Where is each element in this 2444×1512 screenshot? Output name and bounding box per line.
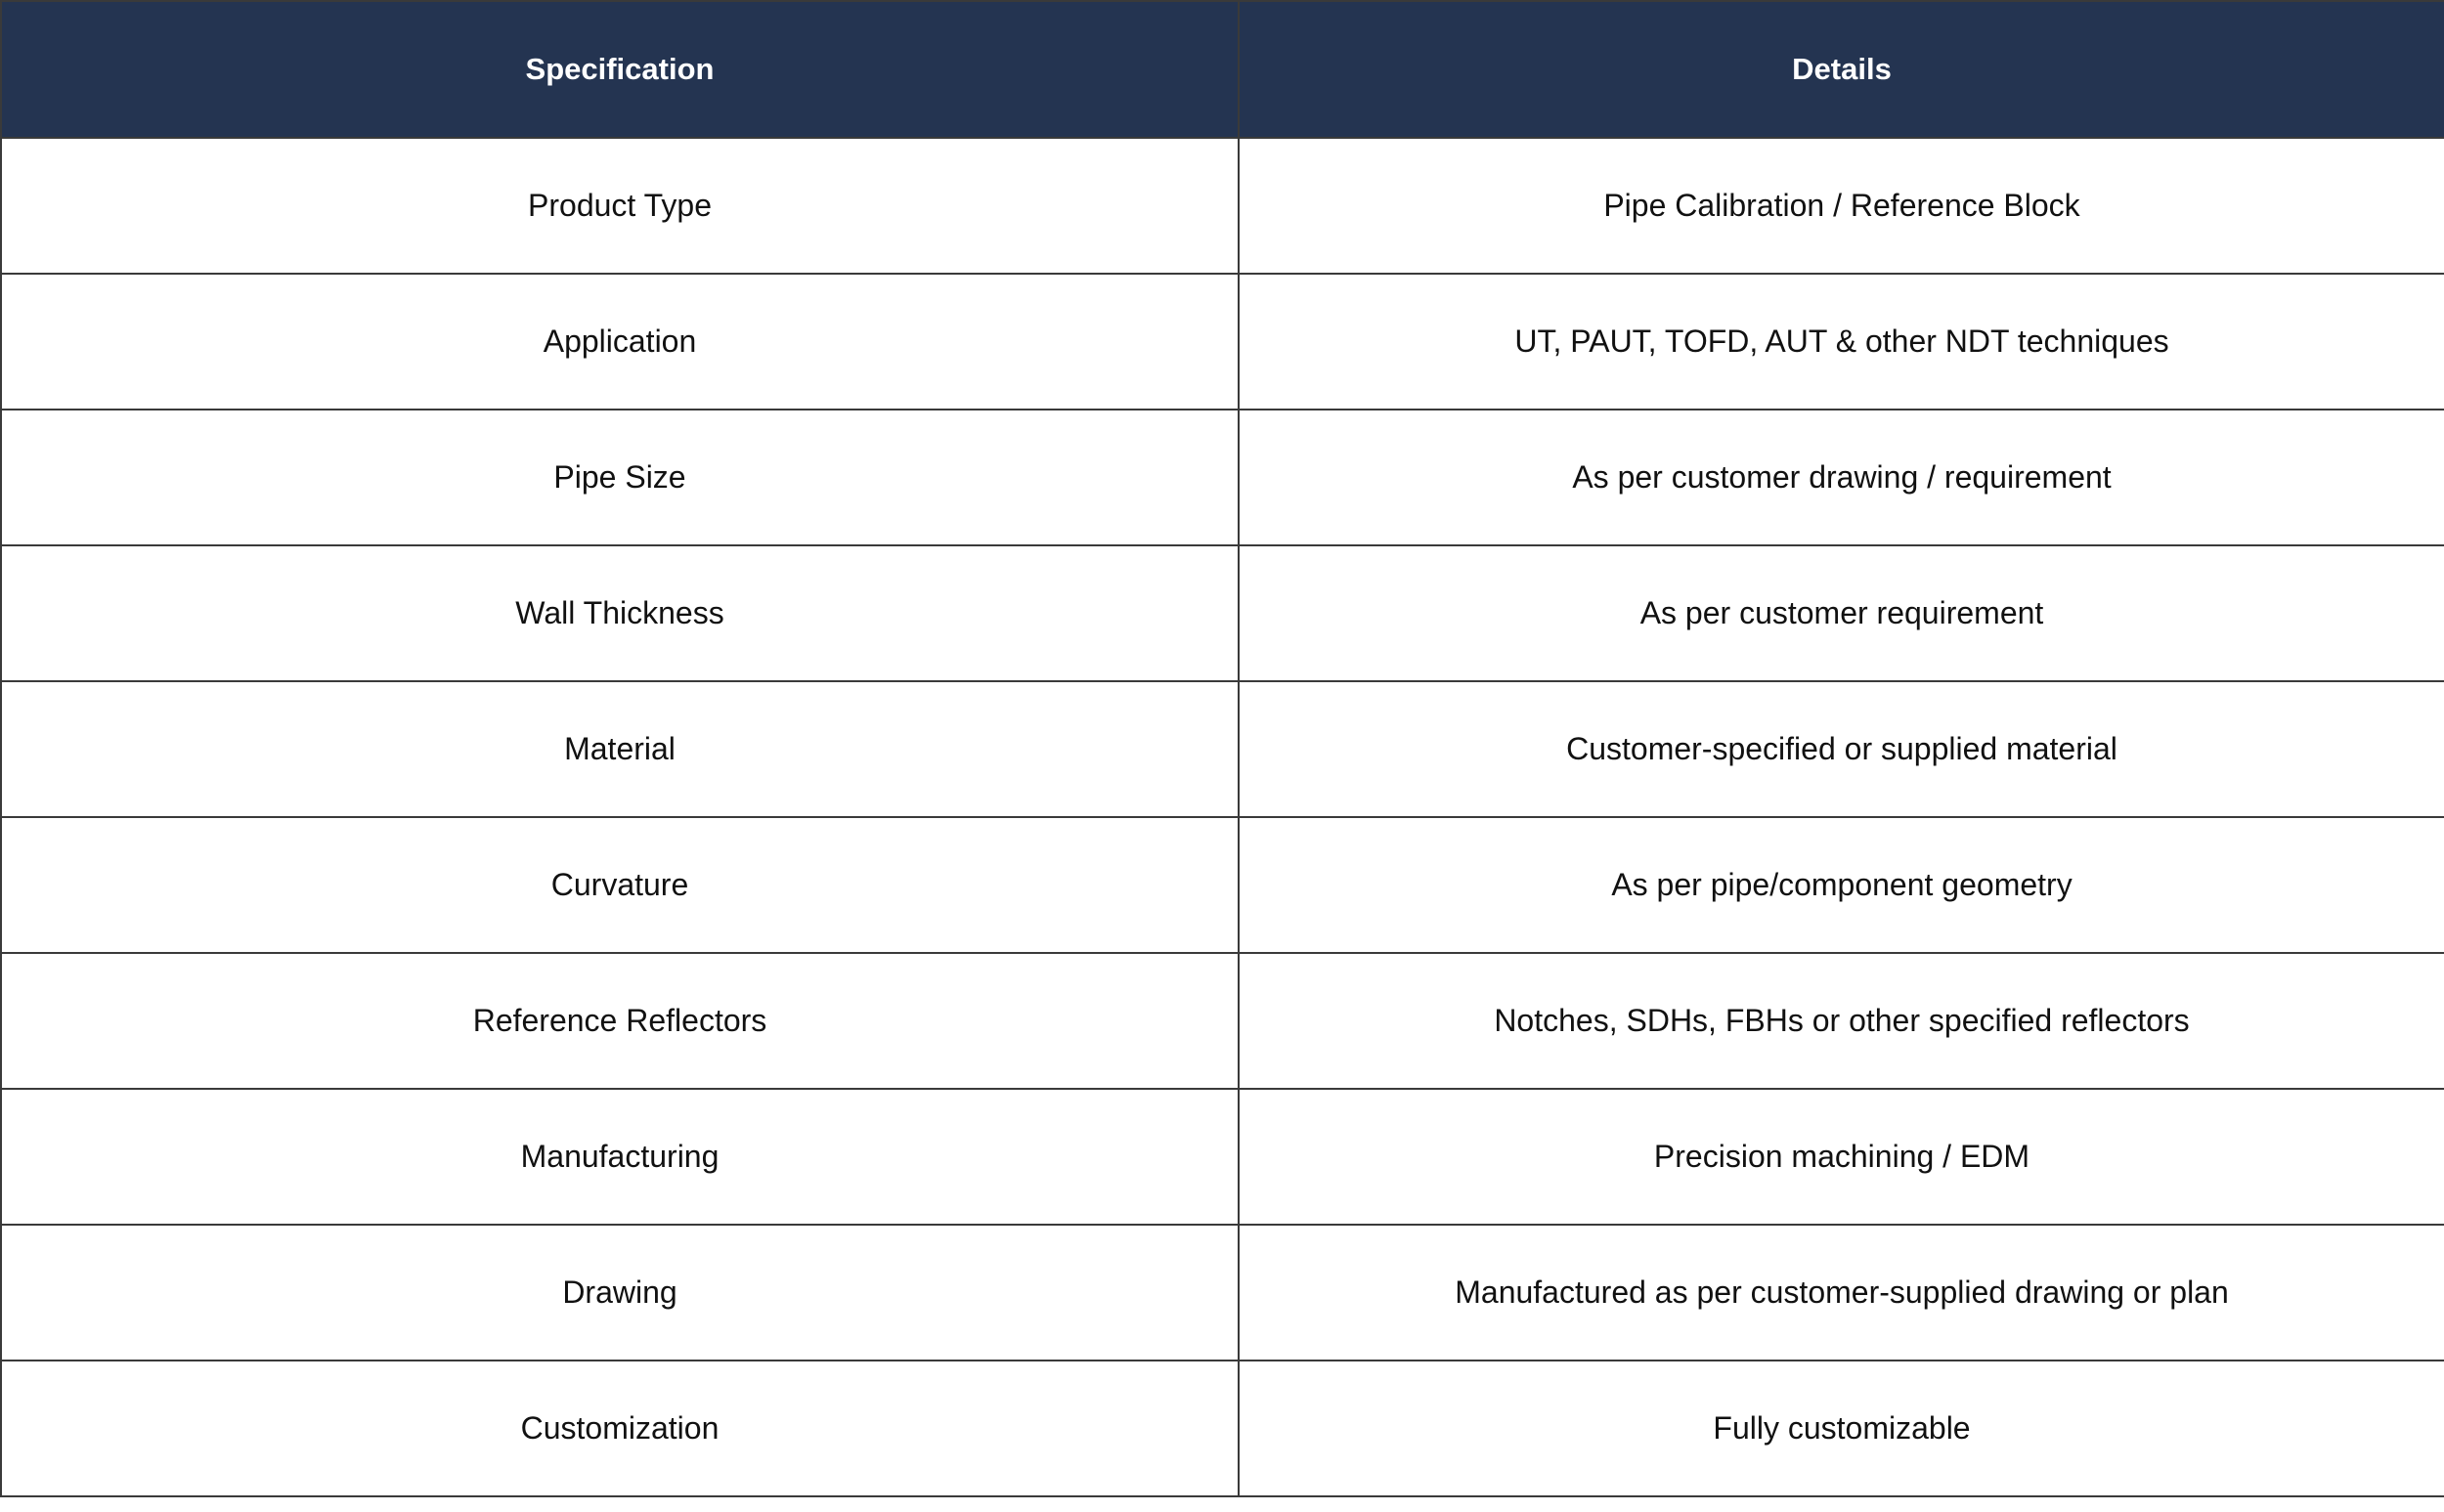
table-header xyxy=(1,1,2444,138)
header-row xyxy=(1,1,2444,138)
table-row xyxy=(1,545,2444,681)
spec-cell: Product Type xyxy=(1,138,1239,274)
table-row xyxy=(1,681,2444,817)
details-cell: As per pipe/component geometry xyxy=(1239,817,2444,953)
table-row xyxy=(1,1361,2444,1496)
spec-cell: Pipe Size xyxy=(1,410,1239,545)
spec-cell: Customization xyxy=(1,1361,1239,1496)
details-cell: Customer-specified or supplied material xyxy=(1239,681,2444,817)
details-cell: Notches, SDHs, FBHs or other specified reflectors xyxy=(1239,953,2444,1089)
details-cell: Fully customizable xyxy=(1239,1361,2444,1496)
details-cell: Pipe Calibration / Reference Block xyxy=(1239,138,2444,274)
spec-cell: Drawing xyxy=(1,1225,1239,1361)
table-row xyxy=(1,1225,2444,1361)
table-body xyxy=(1,138,2444,1496)
details-cell: Precision machining / EDM xyxy=(1239,1089,2444,1225)
details-cell: UT, PAUT, TOFD, AUT & other NDT techniques xyxy=(1239,274,2444,410)
spec-cell: Manufacturing xyxy=(1,1089,1239,1225)
details-cell: As per customer drawing / requirement xyxy=(1239,410,2444,545)
header-specification: Specification xyxy=(1,1,1239,138)
table-row xyxy=(1,274,2444,410)
spec-cell: Material xyxy=(1,681,1239,817)
spec-cell: Application xyxy=(1,274,1239,410)
table-row xyxy=(1,410,2444,545)
details-cell: Manufactured as per customer-supplied drawing or plan xyxy=(1239,1225,2444,1361)
spec-cell: Reference Reflectors xyxy=(1,953,1239,1089)
table-row xyxy=(1,953,2444,1089)
spec-cell: Curvature xyxy=(1,817,1239,953)
spec-cell: Wall Thickness xyxy=(1,545,1239,681)
details-cell: As per customer requirement xyxy=(1239,545,2444,681)
header-details: Details xyxy=(1239,1,2444,138)
table-row xyxy=(1,1089,2444,1225)
table-row xyxy=(1,138,2444,274)
table-row xyxy=(1,817,2444,953)
